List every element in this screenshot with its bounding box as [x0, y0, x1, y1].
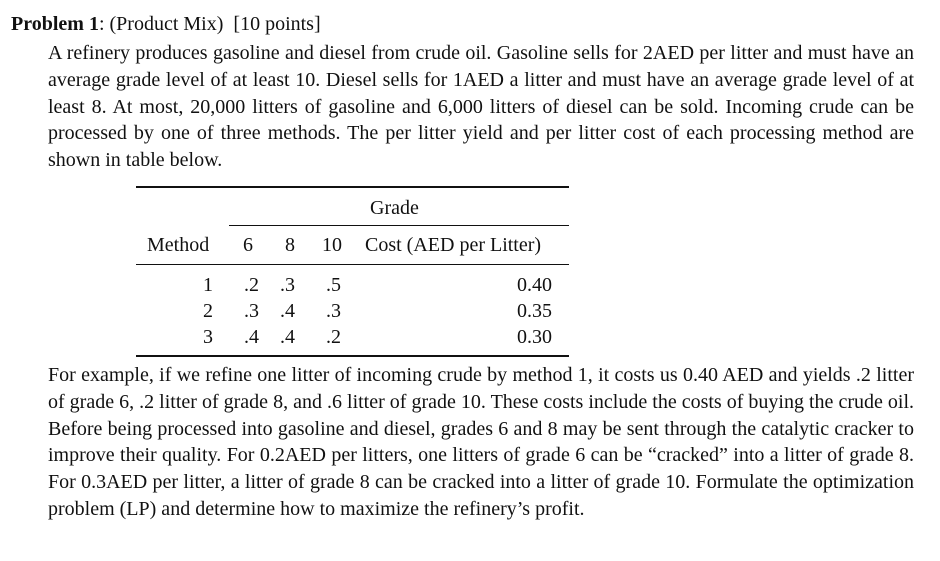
header-grade-10: 10: [322, 234, 342, 256]
table-row-2-method: 2: [203, 300, 213, 322]
table-bottom-rule: [136, 355, 569, 357]
table-row-1-grade-8: .3: [280, 274, 295, 296]
grade-group-header: Grade: [370, 197, 419, 219]
problem-colon: :: [98, 13, 105, 35]
table-row-2-cost: 0.35: [517, 300, 552, 322]
table-row-3-grade-8: .4: [280, 326, 295, 348]
example-paragraph: For example, if we refine one litter of incoming crude by method 1, it costs us 0.40 AED and yields .2 litter of grade 6, .2 litter of grade 8, and .6 litter of grade 10. These costs include the costs of buying the crude oil. Before being processed into gasoline and diesel, grades 6 and 8 may be sent through the catalytic cracker to improve their quality. For 0.2AED per litters, one litters of grade 6 can be “cracked” into a litter of grade 8. For 0.3AED per litter, a litter of grade 8 can be cracked into a litter of grade 10. Formulate the optimization problem (LP) and determine how to maximize the refinery’s profit.: [48, 364, 914, 520]
grade-header-rule: [229, 225, 569, 226]
table-top-rule: [136, 186, 569, 188]
header-cost: Cost (AED per Litter): [365, 234, 542, 256]
header-method: Method: [147, 234, 210, 256]
header-grade-6: 6: [243, 234, 253, 256]
table-row-2-grade-8: .4: [280, 300, 295, 322]
yield-cost-table: [136, 186, 569, 358]
problem-heading: [11, 11, 321, 37]
problem-subtitle: (Product Mix): [109, 13, 224, 35]
table-row-3-grade-10: .2: [326, 326, 341, 348]
problem-points: [10 points]: [233, 13, 321, 35]
header-grade-8: 8: [285, 234, 295, 256]
table-row-1-cost: 0.40: [517, 274, 552, 296]
table-row-3-grade-6: .4: [244, 326, 259, 348]
table-row-3-cost: 0.30: [517, 326, 552, 348]
table-row-1-grade-6: .2: [244, 274, 259, 296]
table-row-2-grade-6: .3: [244, 300, 259, 322]
table-row-1-grade-10: .5: [326, 274, 341, 296]
table-row-2-grade-10: .3: [326, 300, 341, 322]
intro-paragraph: A refinery produces gasoline and diesel from crude oil. Gasoline sells for 2AED per litter and must have an average grade level of at least 10. Diesel sells for 1AED a litter and must have an average grade level of at least 8. At most, 20,000 litters of gasoline and 6,000 litters of diesel can be sold. Incoming crude can be processed by one of three methods. The per litter yield and per litter cost of each processing method are shown in table below.: [48, 42, 914, 172]
problem-label: Problem 1: [11, 13, 99, 35]
table-row-1-method: 1: [203, 274, 213, 296]
table-row-3-method: 3: [203, 326, 213, 348]
table-header-rule: [136, 264, 569, 265]
